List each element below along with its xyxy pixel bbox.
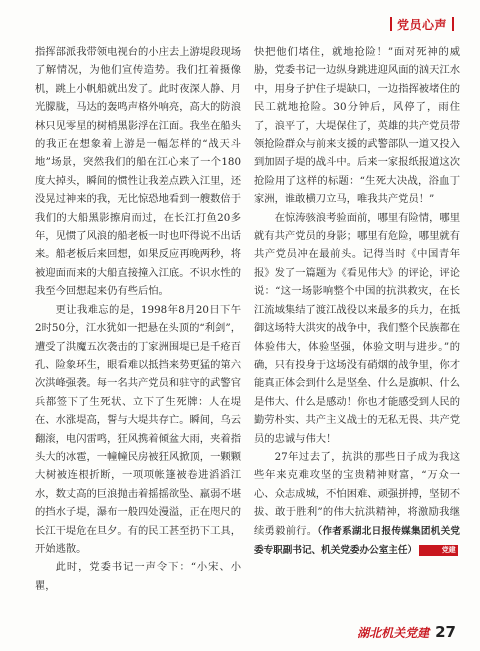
section-header	[390, 14, 454, 34]
paragraph: 指挥部派我带领电视台的小庄去上游堤段现场了解情况，为他们宣传造势。我们扛着摄像机，跳上小帆船就出发了。此时夜深人静、月光朦胧，马达的轰鸣声格外响亮，高大的防浪林只见零星的树梢黑影浮在江面。我坐在船头的我正在想象着上游是一幅怎样的“战天斗地”场景，突然我们的船在江心来了一个180度大掉头，瞬间的惯性让我差点跌入江里，还没晃过神来的我，无比惊恐地看到一艘数倍于我们的大船黑影擦肩而过，在长江打鱼20多年，见惯了风浪的船老板一时也吓得说不出话来。船老板后来回想，如果反应再晚两秒，将被迎面而来的大船直接撞入江底。不识水性的我至今回想起来仍有些后怕。	[35, 46, 241, 298]
paragraph: 此时，党委书记一声令下：“小宋、小瞿，	[35, 561, 241, 592]
right-column	[254, 43, 460, 560]
end-mark: 党建	[419, 545, 458, 556]
author-note: （作者系湖北日报传媒集团机关党委专职副书记、机关党委办公室主任）	[254, 525, 461, 556]
paragraph: 快把他们堵住，就地抢险！”面对死神的威胁，党委书记一边纵身跳进迎风面的汹天江水中，用身子护住子堤缺口，一边指挥被堵住的民工就地抢险。30分钟后，风停了，雨住了，浪平了，大堤保住了，英雄的共产党员带领抢险群众与前来支援的武警部队一道又投入到加固子堤的战斗中。后来一家报纸报道这次抢险用了这样的标题：“生死大决战，浴血丁家洲，谁敢横刀立马，唯我共产党员！”	[254, 46, 460, 206]
page-footer	[357, 623, 456, 641]
header-bar-right	[452, 17, 454, 31]
paragraph: 在惊涛骇浪考验面前，哪里有险情，哪里就有共产党员的身影；哪里有危险，哪里就有共产党员冲在最前头。记得当时《中国青年报》发了一篇题为《看见伟大》的评论，评论说：“这一场影响整个中国的抗洪救灾，在长江流域集结了渡江战役以来最多的兵力，在抵御这场特大洪灾的战争中，我们整个民族都在体验伟大，体验坚强，体验文明与进步。”的确，只有投身于这场没有硝烟的战争里，你才能真正体会到什么是坚垒、什么是旗帜、什么是伟大、什么是感动！你也才能感受到人民的勤劳朴实、共产主义战士的无私无畏、共产党员的忠诚与伟大！	[254, 211, 460, 445]
page-number: 27	[435, 623, 456, 641]
magazine-name: 湖北机关党建	[357, 626, 430, 640]
section-title: 党员心声	[396, 17, 447, 32]
paragraph-final	[254, 448, 460, 560]
left-column	[35, 43, 241, 595]
paragraph-text: 27年过去了，抗洪的那些日子成为我这些年来克难攻坚的宝贵精神财富，“万众一心、众志成城，不怕困难、顽强拼搏，坚韧不拔、敢于胜利”的伟大抗洪精神，将激励我继续勇毅前行。	[254, 450, 460, 537]
paragraph: 更让我难忘的是，1998年8月20日下午2时50分，江水犹如一把悬在头顶的“利剑”，遭受了洪魔五次袭击的丁家洲围堤已是千疮百孔、险象环生，眼看难以抵挡来势更猛的第六次洪峰强袭。每一名共产党员和驻守的武警官兵都签下了生死状、立下了生死牌：人在堤在、水涨堤高，誓与大堤共存亡。瞬间，乌云翻滚，电闪雷鸣，狂风携着倾盆大雨，夹着指头大的冰雹，一幢幢民房被狂风掀顶，一颗颗大树被连根折断，一项项帐篷被卷进滔滔江水，数丈高的巨浪抛击着摇摇欲坠、羸弱不堪的挡水子堤，瀑布一般四处漫溢，正在咫尺的长江干堤危在旦夕。有的民工甚至扔下工具，开始逃散。	[35, 303, 241, 555]
